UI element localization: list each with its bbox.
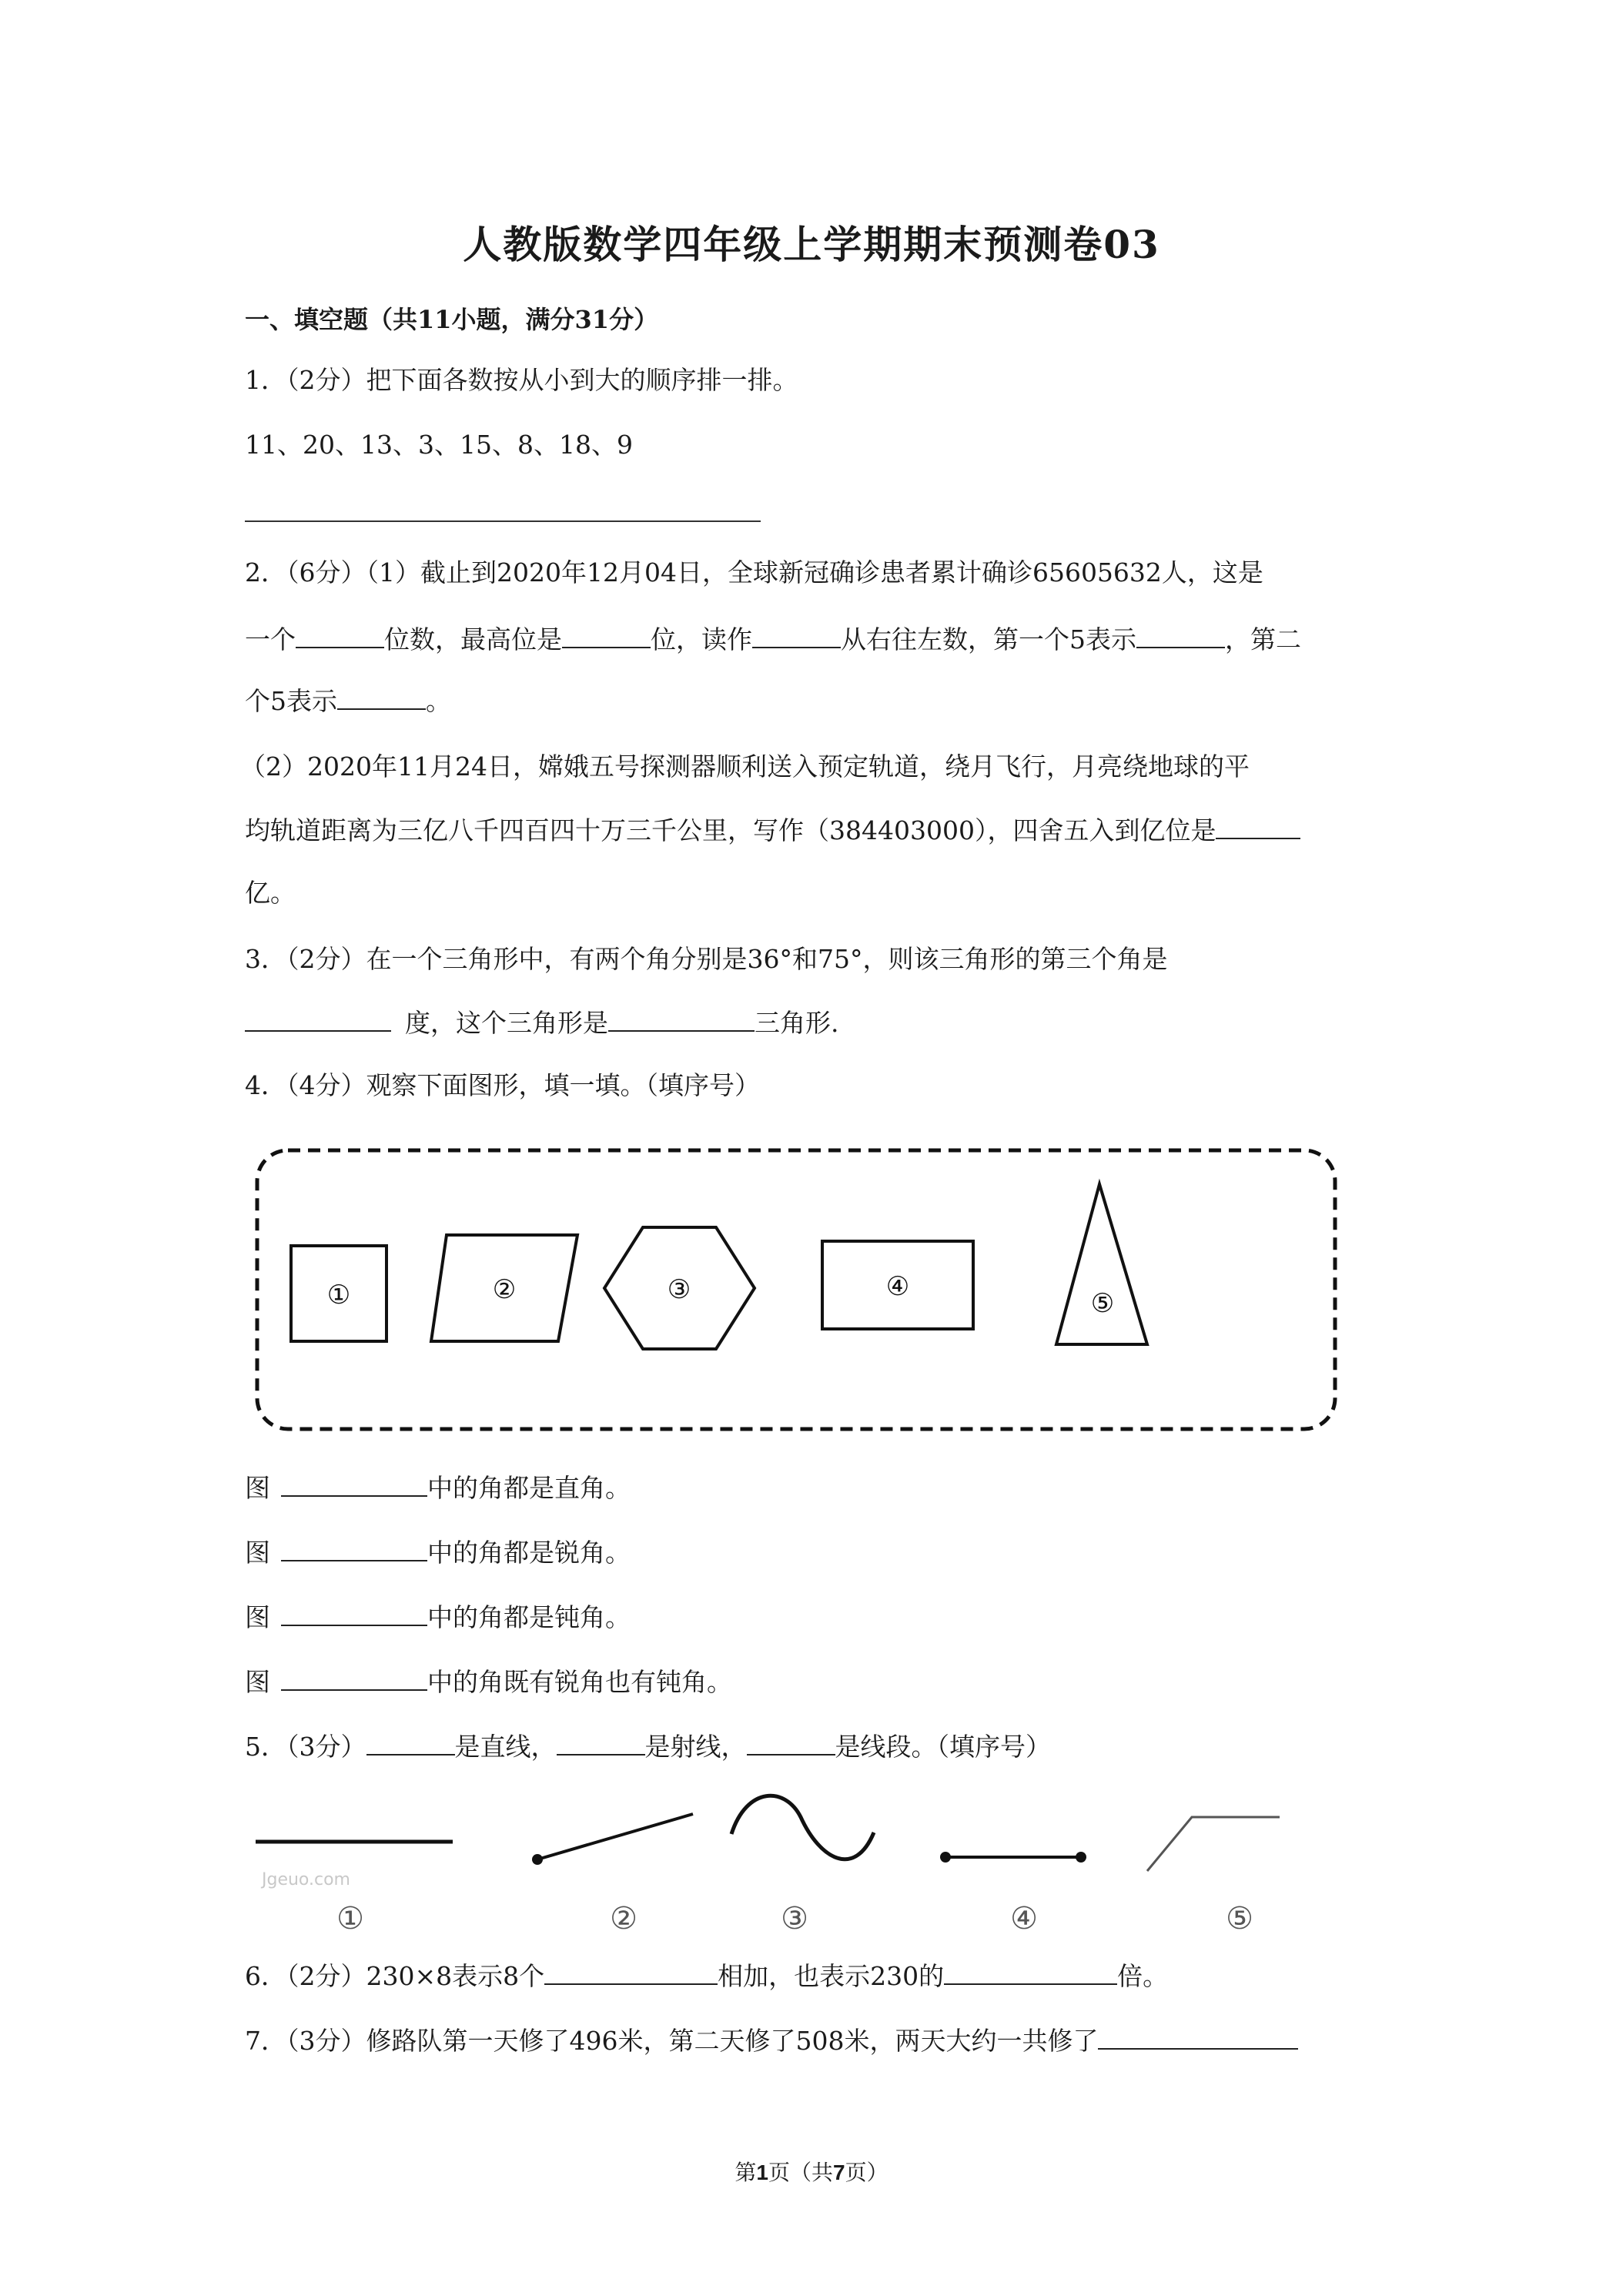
page-title: 人教版数学四年级上学期期末预测卷03 — [463, 222, 1160, 267]
line-label-4: ④ — [1010, 1901, 1038, 1936]
q2-line-2 — [245, 624, 1301, 655]
q2-text-f: 个5表示 — [245, 686, 337, 716]
shape-label-3: ③ — [667, 1274, 691, 1305]
line-label-5: ⑤ — [1226, 1901, 1253, 1936]
figure-bent-line — [1147, 1817, 1280, 1871]
ray-endpoint — [532, 1854, 543, 1865]
q4-answer-3 — [245, 1602, 631, 1633]
shape-triangle — [1056, 1184, 1147, 1344]
figure-watermark: Jgeuo.com — [262, 1870, 350, 1889]
q2-blank-round[interactable] — [1216, 815, 1300, 839]
q7-text-a: 7．（3分）修路队第一天修了496米，第二天修了508米，两天大约一共修了 — [245, 2026, 1099, 2056]
q4-prefix: 图 — [245, 1602, 270, 1632]
shape-label-4: ④ — [885, 1271, 910, 1302]
footer-text-b: 页（共 — [768, 2160, 833, 2185]
q5-blank-line[interactable] — [366, 1731, 455, 1755]
q5-lines-figure — [246, 1786, 1324, 1940]
q4-text-2: 中的角都是锐角。 — [427, 1538, 631, 1568]
q2-line-3 — [245, 685, 451, 717]
q1-stem: 1．（2分）把下面各数按从小到大的顺序排一排。 — [245, 365, 798, 395]
footer-total-pages: 7 — [833, 2160, 845, 2184]
q3-blank-type[interactable] — [608, 1007, 755, 1032]
q1-answer-line[interactable] — [245, 520, 761, 522]
q2-text-b: 位数，最高位是 — [384, 624, 562, 654]
q6-text-c: 倍。 — [1117, 1961, 1169, 1991]
q4-blank-2[interactable] — [281, 1537, 427, 1561]
dashed-frame — [257, 1150, 1335, 1429]
q2-blank-second5[interactable] — [337, 685, 426, 710]
q2-line-6: 亿。 — [245, 878, 296, 908]
q2-blank-highest[interactable] — [562, 624, 651, 648]
q4-text-3: 中的角都是钝角。 — [427, 1602, 631, 1632]
q4-prefix: 图 — [245, 1538, 270, 1568]
shape-label-2: ② — [492, 1274, 517, 1305]
line-label-2: ② — [610, 1901, 637, 1936]
q3-blank-angle[interactable] — [245, 1007, 391, 1032]
q5-text-b: 是直线， — [454, 1732, 557, 1762]
q2-line-1: 2．（6分）（1）截止到2020年12月04日，全球新冠确诊患者累计确诊65605632人，这是 — [245, 557, 1263, 587]
q6-blank-1[interactable] — [544, 1960, 718, 1985]
q4-prefix: 图 — [245, 1473, 270, 1503]
footer-text-a: 第 — [735, 2160, 757, 2185]
q5-blank-segment[interactable] — [747, 1731, 835, 1755]
q4-blank-4[interactable] — [281, 1666, 427, 1691]
figure-curve — [731, 1796, 874, 1859]
footer-page-number: 1 — [756, 2160, 768, 2184]
q2-text-c: 位，读作 — [651, 624, 752, 654]
figure-ray — [537, 1814, 693, 1859]
q6-text-a: 6．（2分）230×8表示8个 — [245, 1961, 545, 1991]
q4-text-1: 中的角都是直角。 — [427, 1473, 631, 1503]
q2-text-e: ，第二 — [1225, 624, 1301, 654]
q5-stem — [245, 1731, 1051, 1762]
q4-answer-2 — [245, 1537, 631, 1568]
q5-text-d: 是线段。（填序号） — [835, 1732, 1051, 1762]
q6-line — [245, 1960, 1168, 1992]
line-label-3: ③ — [781, 1901, 808, 1936]
q2-line-4: （2）2020年11月24日，嫦娥五号探测器顺利送入预定轨道，绕月飞行，月亮绕地球的平 — [240, 751, 1250, 782]
q4-answer-4 — [245, 1666, 732, 1698]
q4-answer-1 — [245, 1472, 631, 1504]
q2-text-h: 均轨道距离为三亿八千四百四十万三千公里，写作（384403000），四舍五入到亿位是 — [245, 815, 1216, 845]
section-heading: 一、填空题（共11小题，满分31分） — [245, 305, 659, 334]
q4-blank-1[interactable] — [281, 1472, 427, 1497]
q5-text-c: 是射线， — [644, 1732, 747, 1762]
shape-label-1: ① — [326, 1280, 351, 1310]
q4-shapes-figure — [246, 1140, 1347, 1448]
q7-line — [245, 2025, 1298, 2057]
q2-line-5 — [245, 815, 1300, 846]
q2-blank-first5[interactable] — [1136, 624, 1225, 648]
q5-text-a: 5．（3分） — [245, 1732, 366, 1762]
segment-endpoint-left — [940, 1852, 951, 1863]
q1-numbers: 11、20、13、3、15、8、18、9 — [245, 430, 633, 460]
q5-blank-ray[interactable] — [557, 1731, 645, 1755]
segment-endpoint-right — [1076, 1852, 1086, 1863]
q4-text-4: 中的角既有锐角也有钝角。 — [427, 1667, 732, 1697]
q2-text-g: 。 — [426, 686, 451, 716]
q2-blank-digits[interactable] — [296, 624, 384, 648]
shape-label-5: ⑤ — [1090, 1288, 1115, 1319]
page-footer — [0, 2156, 1623, 2187]
q4-prefix: 图 — [245, 1667, 270, 1697]
q7-blank[interactable] — [1098, 2025, 1298, 2050]
q6-blank-2[interactable] — [944, 1960, 1117, 1985]
q4-stem: 4．（4分）观察下面图形，填一填。（填序号） — [245, 1070, 760, 1100]
q4-blank-3[interactable] — [281, 1602, 427, 1626]
footer-text-c: 页） — [845, 2160, 888, 2185]
q3-text-b: 三角形. — [755, 1008, 839, 1038]
q2-blank-read[interactable] — [752, 624, 841, 648]
q2-text-d: 从右往左数，第一个5表示 — [841, 624, 1136, 654]
q3-line-1: 3．（2分）在一个三角形中，有两个角分别是36°和75°，则该三角形的第三个角是 — [245, 944, 1168, 974]
q2-text-a: 一个 — [245, 624, 296, 654]
q6-text-b: 相加，也表示230的 — [718, 1961, 945, 1991]
q3-line-2 — [245, 1007, 839, 1039]
q3-text-a: 度，这个三角形是 — [405, 1008, 608, 1038]
line-label-1: ① — [336, 1901, 364, 1936]
